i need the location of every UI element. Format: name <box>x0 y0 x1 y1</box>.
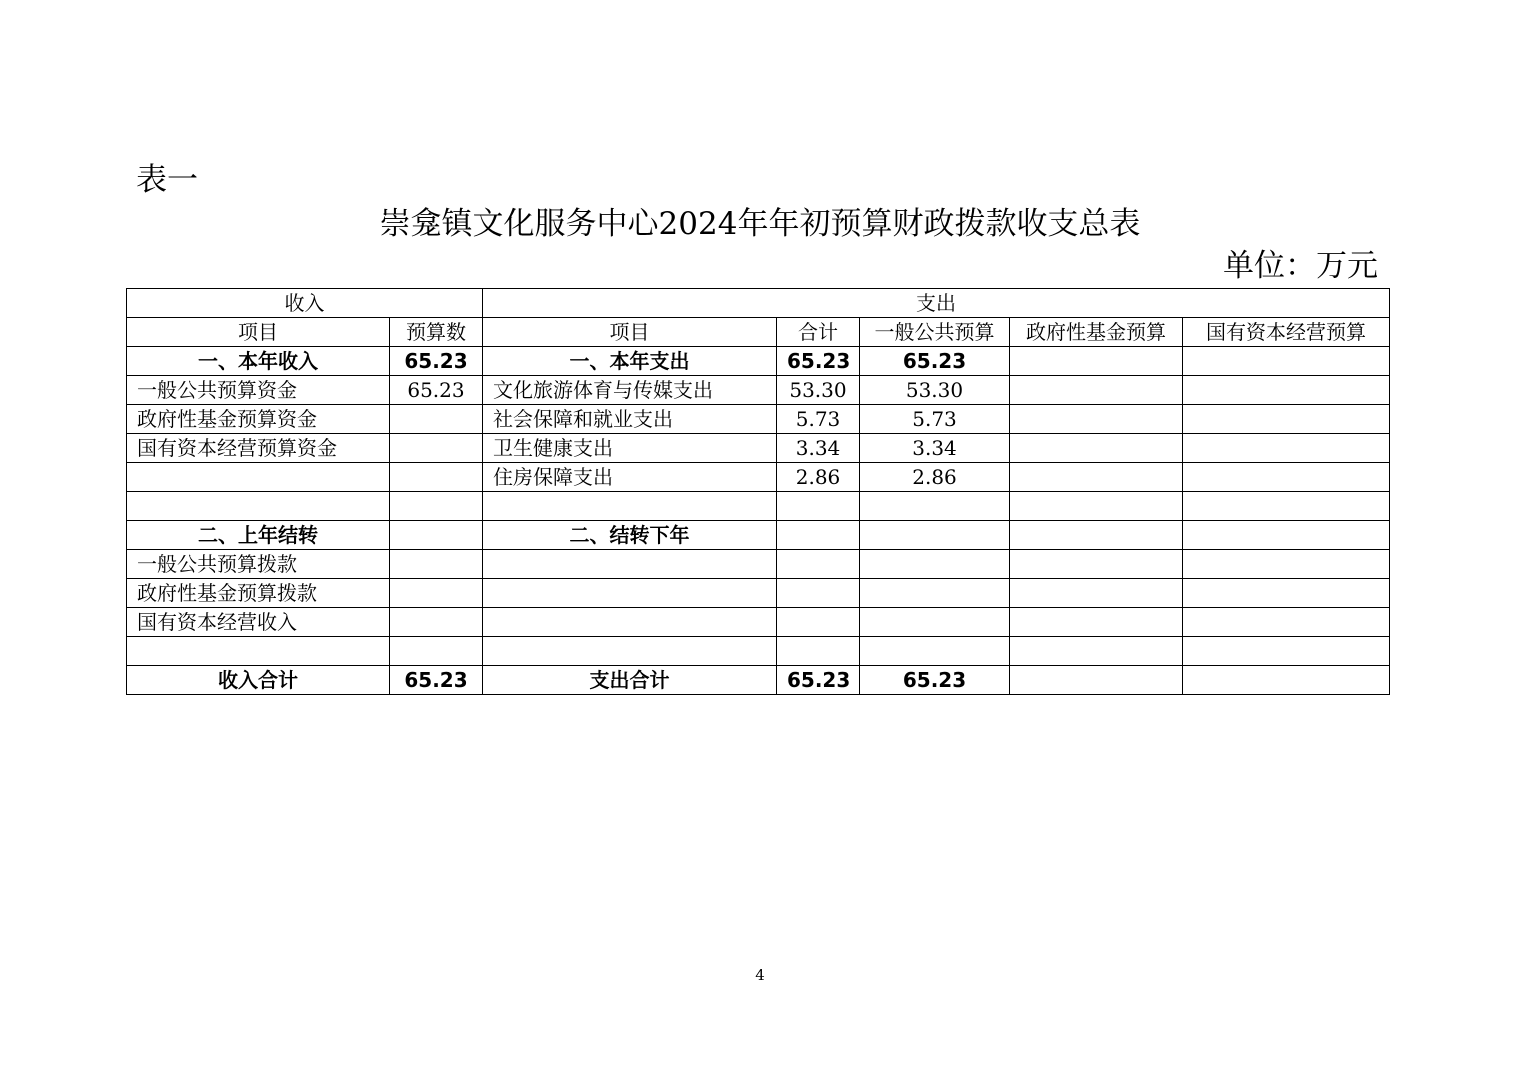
expense-fund <box>1010 434 1183 463</box>
income-value <box>390 434 483 463</box>
expense-item: 住房保障支出 <box>483 463 777 492</box>
income-item <box>127 463 390 492</box>
budget-table <box>126 288 1390 695</box>
expense-state <box>1183 608 1390 637</box>
header-row-group <box>127 289 1390 318</box>
expense-item: 社会保障和就业支出 <box>483 405 777 434</box>
expense-general-total: 65.23 <box>860 666 1010 695</box>
header-state-capital-budget: 国有资本经营预算 <box>1183 318 1390 347</box>
table-row <box>127 347 1390 376</box>
expense-state <box>1183 550 1390 579</box>
expense-state <box>1183 521 1390 550</box>
expense-general <box>860 579 1010 608</box>
income-value <box>390 637 483 666</box>
expense-item: 卫生健康支出 <box>483 434 777 463</box>
income-item: 一般公共预算资金 <box>127 376 390 405</box>
expense-fund <box>1010 405 1183 434</box>
expense-general: 3.34 <box>860 434 1010 463</box>
expense-general <box>860 608 1010 637</box>
expense-total <box>777 579 860 608</box>
expense-general <box>860 492 1010 521</box>
expense-state-total <box>1183 666 1390 695</box>
expense-total: 2.86 <box>777 463 860 492</box>
expense-total-value: 65.23 <box>777 666 860 695</box>
income-total-value: 65.23 <box>390 666 483 695</box>
expense-state <box>1183 579 1390 608</box>
income-item <box>127 492 390 521</box>
table-row <box>127 550 1390 579</box>
expense-fund <box>1010 347 1183 376</box>
header-expense-item: 项目 <box>483 318 777 347</box>
table-row <box>127 463 1390 492</box>
income-total-label: 收入合计 <box>127 666 390 695</box>
unit-label: 单位：万元 <box>1223 248 1378 284</box>
income-item: 国有资本经营收入 <box>127 608 390 637</box>
expense-item <box>483 492 777 521</box>
income-value <box>390 492 483 521</box>
income-item: 政府性基金预算拨款 <box>127 579 390 608</box>
expense-fund <box>1010 521 1183 550</box>
income-item: 一般公共预算拨款 <box>127 550 390 579</box>
expense-general: 2.86 <box>860 463 1010 492</box>
expense-total: 65.23 <box>777 347 860 376</box>
income-value <box>390 608 483 637</box>
header-row-columns <box>127 318 1390 347</box>
table-row <box>127 405 1390 434</box>
table-row <box>127 521 1390 550</box>
income-value <box>390 579 483 608</box>
income-item <box>127 637 390 666</box>
expense-general <box>860 550 1010 579</box>
table-label: 表一 <box>136 162 198 198</box>
table-row <box>127 376 1390 405</box>
expense-item <box>483 637 777 666</box>
expense-item <box>483 579 777 608</box>
expense-fund <box>1010 550 1183 579</box>
header-income: 收入 <box>127 289 483 318</box>
expense-total-label: 支出合计 <box>483 666 777 695</box>
expense-total <box>777 492 860 521</box>
expense-fund <box>1010 492 1183 521</box>
expense-general: 65.23 <box>860 347 1010 376</box>
expense-item: 二、结转下年 <box>483 521 777 550</box>
income-item: 国有资本经营预算资金 <box>127 434 390 463</box>
income-value <box>390 550 483 579</box>
document-title: 崇龛镇文化服务中心2024年年初预算财政拨款收支总表 <box>379 206 1141 242</box>
table-row <box>127 492 1390 521</box>
expense-item: 文化旅游体育与传媒支出 <box>483 376 777 405</box>
expense-total: 5.73 <box>777 405 860 434</box>
expense-fund <box>1010 376 1183 405</box>
table-row-totals <box>127 666 1390 695</box>
expense-fund-total <box>1010 666 1183 695</box>
expense-fund <box>1010 608 1183 637</box>
header-total: 合计 <box>777 318 860 347</box>
expense-general: 5.73 <box>860 405 1010 434</box>
expense-general <box>860 521 1010 550</box>
expense-total <box>777 521 860 550</box>
expense-total <box>777 637 860 666</box>
expense-total: 3.34 <box>777 434 860 463</box>
table-row <box>127 608 1390 637</box>
expense-state <box>1183 405 1390 434</box>
income-value: 65.23 <box>390 347 483 376</box>
table-row <box>127 637 1390 666</box>
header-income-item: 项目 <box>127 318 390 347</box>
income-value <box>390 463 483 492</box>
expense-state <box>1183 492 1390 521</box>
header-income-budget: 预算数 <box>390 318 483 347</box>
header-fund-budget: 政府性基金预算 <box>1010 318 1183 347</box>
header-expense: 支出 <box>483 289 1390 318</box>
income-item: 一、本年收入 <box>127 347 390 376</box>
table-row <box>127 434 1390 463</box>
expense-state <box>1183 376 1390 405</box>
income-item: 二、上年结转 <box>127 521 390 550</box>
expense-state <box>1183 434 1390 463</box>
expense-general: 53.30 <box>860 376 1010 405</box>
expense-fund <box>1010 463 1183 492</box>
expense-fund <box>1010 579 1183 608</box>
expense-general <box>860 637 1010 666</box>
page-number: 4 <box>755 966 765 984</box>
expense-item <box>483 550 777 579</box>
income-value <box>390 405 483 434</box>
income-item: 政府性基金预算资金 <box>127 405 390 434</box>
expense-state <box>1183 347 1390 376</box>
table-row <box>127 579 1390 608</box>
income-value <box>390 521 483 550</box>
expense-total: 53.30 <box>777 376 860 405</box>
expense-state <box>1183 637 1390 666</box>
expense-fund <box>1010 637 1183 666</box>
income-value: 65.23 <box>390 376 483 405</box>
expense-item <box>483 608 777 637</box>
expense-total <box>777 550 860 579</box>
expense-total <box>777 608 860 637</box>
expense-state <box>1183 463 1390 492</box>
expense-item: 一、本年支出 <box>483 347 777 376</box>
header-general-budget: 一般公共预算 <box>860 318 1010 347</box>
